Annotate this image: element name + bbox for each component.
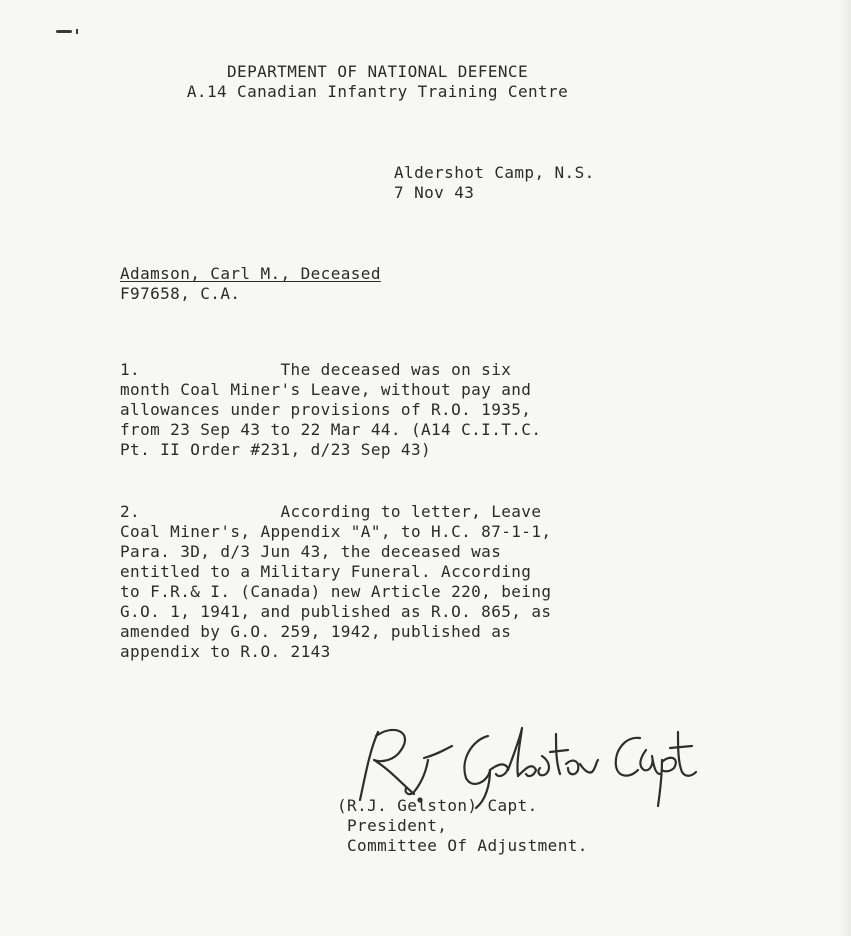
paragraph-line: to F.R.& I. (Canada) new Article 220, being bbox=[120, 582, 552, 601]
paragraph-line: 2. According to letter, Leave bbox=[120, 502, 542, 521]
paragraph-line: G.O. 1, 1941, and published as R.O. 865, as bbox=[120, 602, 552, 621]
paragraph-line: month Coal Miner's Leave, without pay and bbox=[120, 380, 532, 399]
place-date-block bbox=[394, 163, 595, 203]
paragraph-line: allowances under provisions of R.O. 1935, bbox=[120, 400, 532, 419]
department-title: DEPARTMENT OF NATIONAL DEFENCE bbox=[227, 62, 528, 81]
date-text: 7 Nov 43 bbox=[394, 183, 475, 202]
paragraph-line: amended by G.O. 259, 1942, published as bbox=[120, 622, 512, 641]
subject-block bbox=[120, 264, 381, 304]
signatory-name: (R.J. Gelston) Capt. bbox=[337, 796, 538, 815]
signatory-role: President, bbox=[347, 816, 448, 835]
paragraph-line: 1. The deceased was on six bbox=[120, 360, 512, 379]
paragraph-line: entitled to a Military Funeral. According bbox=[120, 562, 532, 581]
signature-block bbox=[337, 796, 588, 856]
unit-title: A.14 Canadian Infantry Training Centre bbox=[186, 82, 569, 101]
paragraph-line: Pt. II Order #231, d/23 Sep 43) bbox=[120, 440, 432, 459]
paragraph-line: Para. 3D, d/3 Jun 43, the deceased was bbox=[120, 542, 502, 561]
paragraph-1 bbox=[120, 360, 541, 460]
paragraph-2 bbox=[120, 502, 551, 662]
place-text: Aldershot Camp, N.S. bbox=[394, 163, 595, 182]
letterhead bbox=[0, 62, 851, 102]
paragraph-line: from 23 Sep 43 to 22 Mar 44. (A14 C.I.T.C. bbox=[120, 420, 542, 439]
committee-name: Committee Of Adjustment. bbox=[347, 836, 588, 855]
corner-mark bbox=[56, 30, 72, 33]
subject-number: F97658, C.A. bbox=[120, 284, 241, 303]
paragraph-line: Coal Miner's, Appendix "A", to H.C. 87-1-1, bbox=[120, 522, 552, 541]
subject-name: Adamson, Carl M., Deceased bbox=[120, 264, 381, 283]
paragraph-line: appendix to R.O. 2143 bbox=[120, 642, 331, 661]
